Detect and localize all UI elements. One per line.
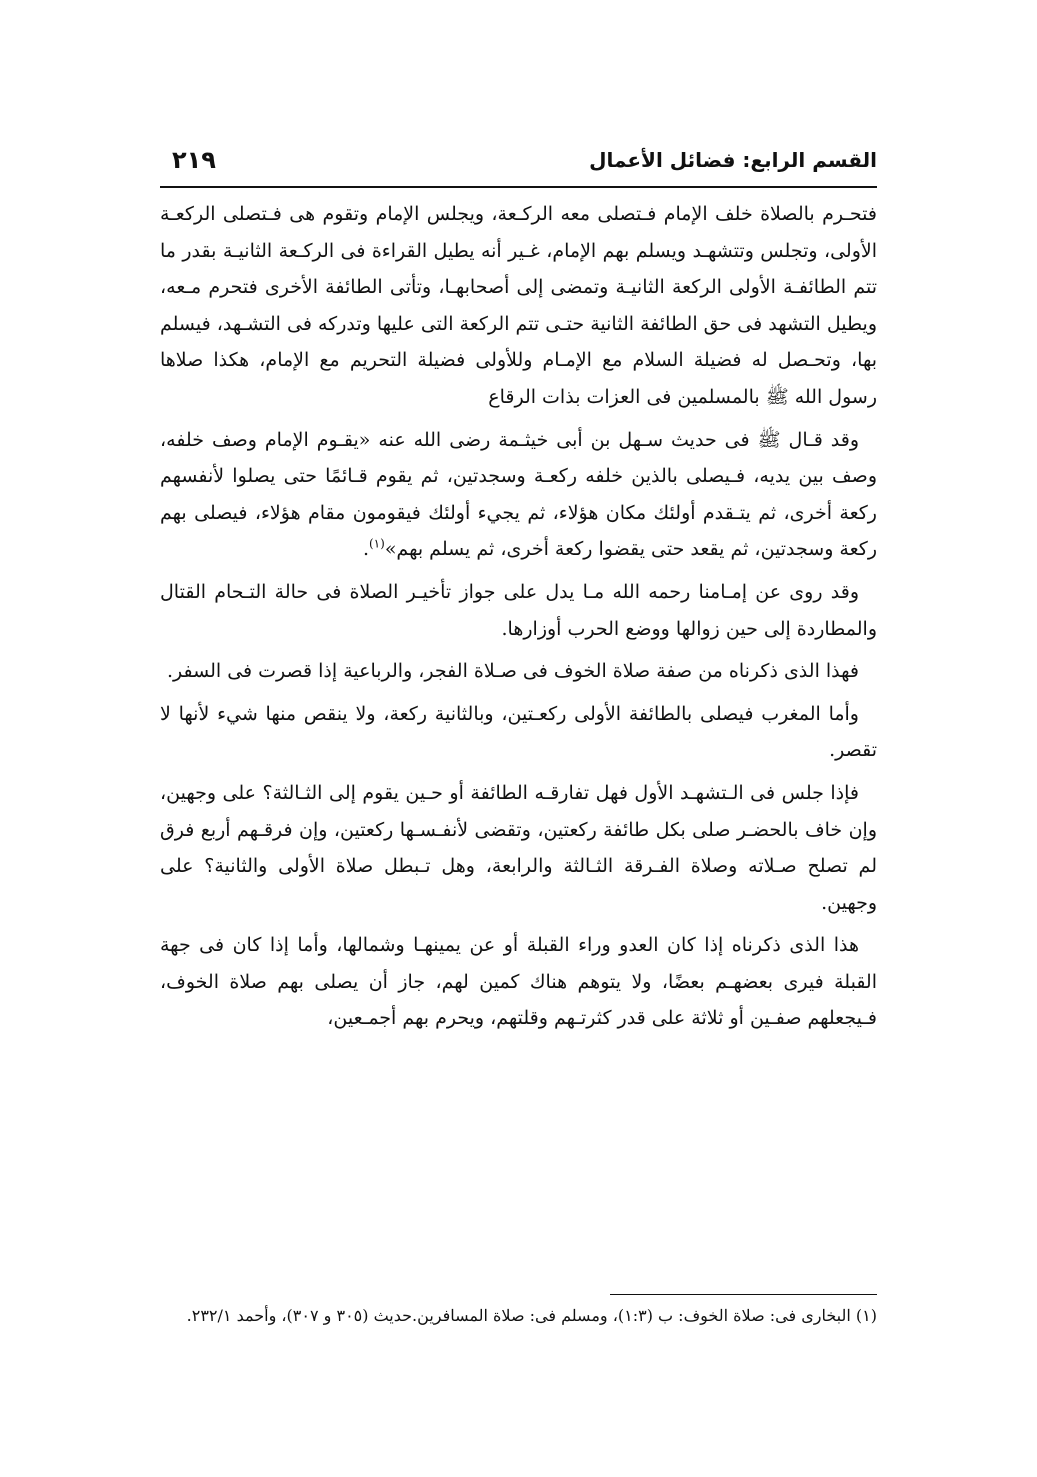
footnote-divider xyxy=(610,1294,877,1295)
header-divider xyxy=(160,186,877,188)
paragraph-text: وقد روى عن إمـامنا رحمه الله مـا يدل على جواز تأخيـر الصلاة فى حالة التـحام القتال والمطاردة إلى حين زوالها ووضع الحرب أوزارها. xyxy=(160,580,877,640)
paragraph-text: وأما المغرب فيصلى بالطائفة الأولى ركعـتين، وبالثانية ركعة، ولا ينقص منها شيء لأنها لا تقصر. xyxy=(160,702,877,762)
paragraph-4 xyxy=(160,653,877,690)
page-number: ٢١٩ xyxy=(172,146,216,174)
paragraph-2 xyxy=(160,422,877,568)
paragraph-text: فهذا الذى ذكرناه من صفة صلاة الخوف فى صـلاة الفجر، والرباعية إذا قصرت فى السفر. xyxy=(167,660,859,683)
paragraph-text: فتحـرم بالصلاة خلف الإمام فـتصلى معه الركـعة، ويجلس الإمام وتقوم هى فـتصلى الركعـة الأولى، وتجلس وتتشهـد ويسلم بهم الإمام، غـير أنه يطيل القراءة فى الركـعة الثانيـة بقدر ما تتم الطائفـة الأولى الركعة الثانيـة وتمضى إلى أصحابهـا، وتأتى الطائفة الأخرى فتحرم مـعه، ويطيل التشهد فى حق الطائفة الثانية حتـى تتم الركعة التى عليها وتدركه فى التشـهد، فيسلم بها، وتحـصل له فضيلة السلام مع الإمـام وللأولى فضيلة التحريم مع الإمام، هكذا صلاها رسول الله ﷺ بالمسلمين فى العزات بذات الرقاع xyxy=(160,203,877,408)
paragraph-1 xyxy=(160,196,877,416)
footnotes xyxy=(160,1300,877,1332)
paragraph-7 xyxy=(160,927,877,1037)
paragraph-3 xyxy=(160,574,877,647)
paragraph-text: هذا الذى ذكرناه إذا كان العدو وراء القبلة أو عن يمينهـا وشمالها، وأما إذا كان فى جهة القبلة فيرى بعضهـم بعضًا، ولا يتوهم هناك كمين لهم، جاز أن يصلى بهم صلاة الخوف، فـيجعلهم صفـين أو ثلاثة على قدر كثرتـهم وقلتهم، ويحرم بهم أجمـعين، xyxy=(160,934,877,1030)
paragraph-text: فإذا جلس فى الـتشهـد الأول فهل تفارقـه الطائفة أو حـين يقوم إلى الثـالثة؟ على وجهين، وإن خاف بالحضـر صلى بكل طائفة ركعتين، وتقضى لأنفـسـها ركعتين، وإن فرقـهم أربع فرق لم تصلح صـلاته وصلاة الفـرقة الثـالثة والرابعة، وهل تـبطل صلاة الأولى والثانية؟ على وجهين. xyxy=(160,781,877,914)
footnote-reference: (١) xyxy=(368,537,385,552)
paragraph-5 xyxy=(160,696,877,769)
paragraph-tail: . xyxy=(362,538,369,561)
paragraph-text: وقد قـال ﷺ فى حديث سـهل بن أبى خيثـمة رضى الله عنه «يقـوم الإمام وصف خلفه، وصف بين يديه، فـيصلى بالذين خلفه ركعـة وسجدتين، ثم يقوم قـائمًا حتى يصلوا لأنفسهم ركعة أخرى، ثم يتـقدم أولئك مكان هؤلاء، ثم يجيء أولئك فيقومون مقام هؤلاء، فيصلى بهم ركعة وسجدتين، ثم يقعد حتى يقضوا ركعة أخرى، ثم يسلم بهم» xyxy=(160,428,877,561)
paragraph-6 xyxy=(160,775,877,921)
section-title: القسم الرابع: فضائل الأعمال xyxy=(589,148,877,172)
main-text xyxy=(160,196,877,1043)
page-header xyxy=(160,142,877,184)
footnote-1: (١) البخارى فى: صلاة الخوف: ب (١:٣)، ومسلم فى: صلاة المسافرين.حديث (٣٠٥ و ٣٠٧)، وأحمد ٢٣٢/١. xyxy=(186,1306,877,1325)
